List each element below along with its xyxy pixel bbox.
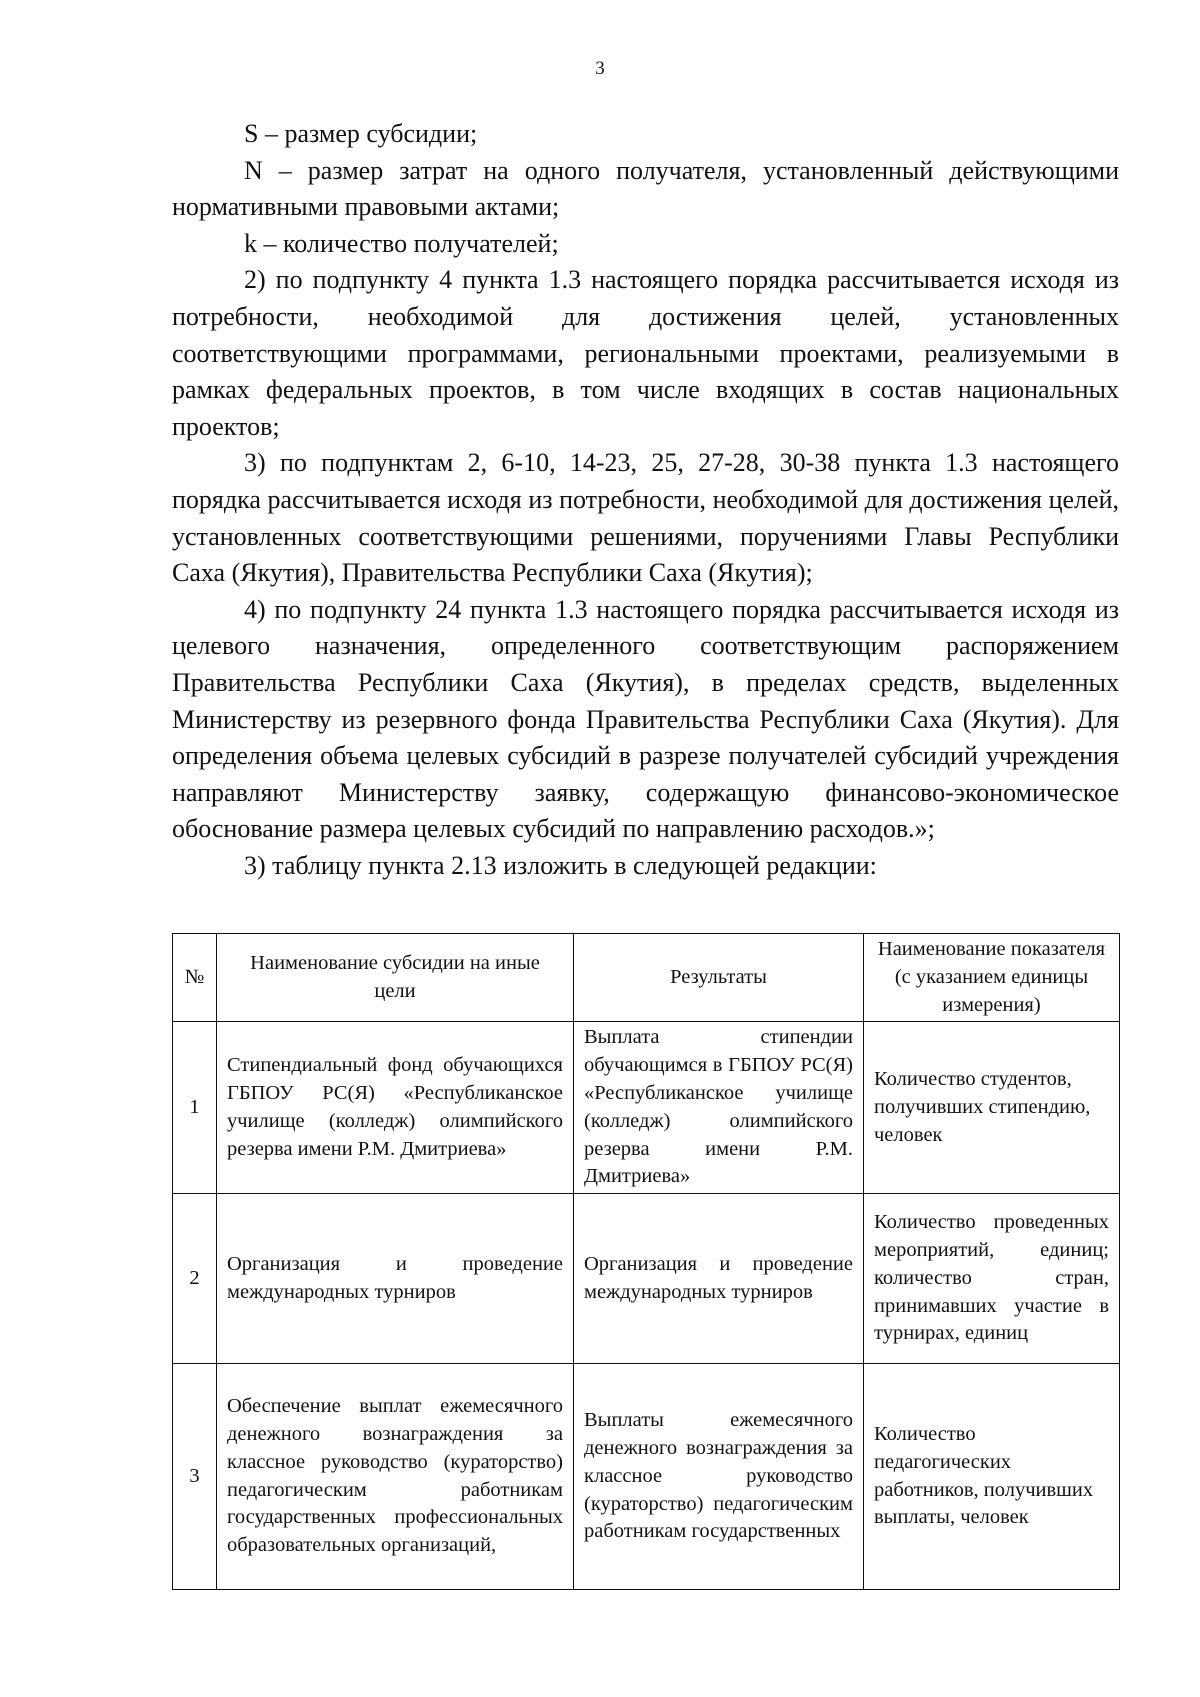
indicator-cell: Количество студентов, получивших стипендию, человек: [864, 1022, 1120, 1194]
table-row: [173, 1364, 1120, 1590]
table-row: [173, 1022, 1120, 1194]
subsidies-table: [172, 933, 1120, 1590]
paragraph: N – размер затрат на одного получателя, установленный действующими нормативными правовыми актами;: [172, 155, 1119, 222]
table-row: [173, 1194, 1120, 1364]
subsidy-name-cell: Организация и проведение международных турниров: [217, 1194, 574, 1364]
paragraph: 3) по подпунктам 2, 6-10, 14-23, 25, 27-28, 30-38 пункта 1.3 настоящего порядка рассчитывается исходя из потребности, необходимой для достижения целей, установленных соответствующими решениями, поручениями Главы Республики Саха (Якутия), Правительства Республики Саха (Якутия);: [172, 448, 1119, 588]
row-number: 2: [173, 1194, 217, 1364]
results-cell: Выплаты ежемесячного денежного вознаграждения за классное руководство (кураторство) педагогическим работникам государственных: [574, 1364, 864, 1590]
subsidy-name-cell: Обеспечение выплат ежемесячного денежного вознаграждения за классное руководство (кураторство) педагогическим работникам государственных профессиональных образовательных организаций,: [217, 1364, 574, 1590]
paragraph: k – количество получателей;: [244, 228, 559, 258]
header-results: Результаты: [574, 934, 864, 1022]
header-number: №: [173, 934, 217, 1022]
document-body: [172, 116, 1119, 884]
row-number: 3: [173, 1364, 217, 1590]
page-number: 3: [595, 58, 605, 79]
row-number: 1: [173, 1022, 217, 1194]
header-subsidy-name: Наименование субсидии на иные цели: [217, 934, 574, 1022]
paragraph: 3) таблицу пункта 2.13 изложить в следующей редакции:: [244, 850, 877, 880]
paragraph: 4) по подпункту 24 пункта 1.3 настоящего порядка рассчитывается исходя из целевого назначения, определенного соответствующим распоряжением Правительства Республики Саха (Якутия), в пределах средств, выделенных Министерству из резервного фонда Правительства Республики Саха (Якутия). Для определения объема целевых субсидий в разрезе получателей субсидий учреждения направляют Министерству заявку, содержащую финансово-экономическое обоснование размера целевых субсидий по направлению расходов.»;: [172, 594, 1119, 844]
paragraph: S – размер субсидии;: [244, 119, 478, 148]
paragraph: 2) по подпункту 4 пункта 1.3 настоящего порядка рассчитывается исходя из потребности, необходимой для достижения целей, установленных соответствующими программами, региональными проектами, реализуемыми в рамках федеральных проектов, в том числе входящих в состав национальных проектов;: [172, 265, 1119, 441]
indicator-cell: Количество проведенных мероприятий, единиц; количество стран, принимавших участие в турнирах, единиц: [864, 1194, 1120, 1364]
results-cell: Выплата стипендии обучающимся в ГБПОУ РС(Я) «Республиканское училище (колледж) олимпийского резерва имени Р.М. Дмитриева»: [574, 1022, 864, 1194]
indicator-cell: Количество педагогических работников, получивших выплаты, человек: [864, 1364, 1120, 1590]
subsidy-name-cell: Стипендиальный фонд обучающихся ГБПОУ РС(Я) «Республиканское училище (колледж) олимпийского резерва имени Р.М. Дмитриева»: [217, 1022, 574, 1194]
results-cell: Организация и проведение международных турниров: [574, 1194, 864, 1364]
header-indicator: Наименование показателя (с указанием единицы измерения): [864, 934, 1120, 1022]
table-header-row: [173, 934, 1120, 1022]
